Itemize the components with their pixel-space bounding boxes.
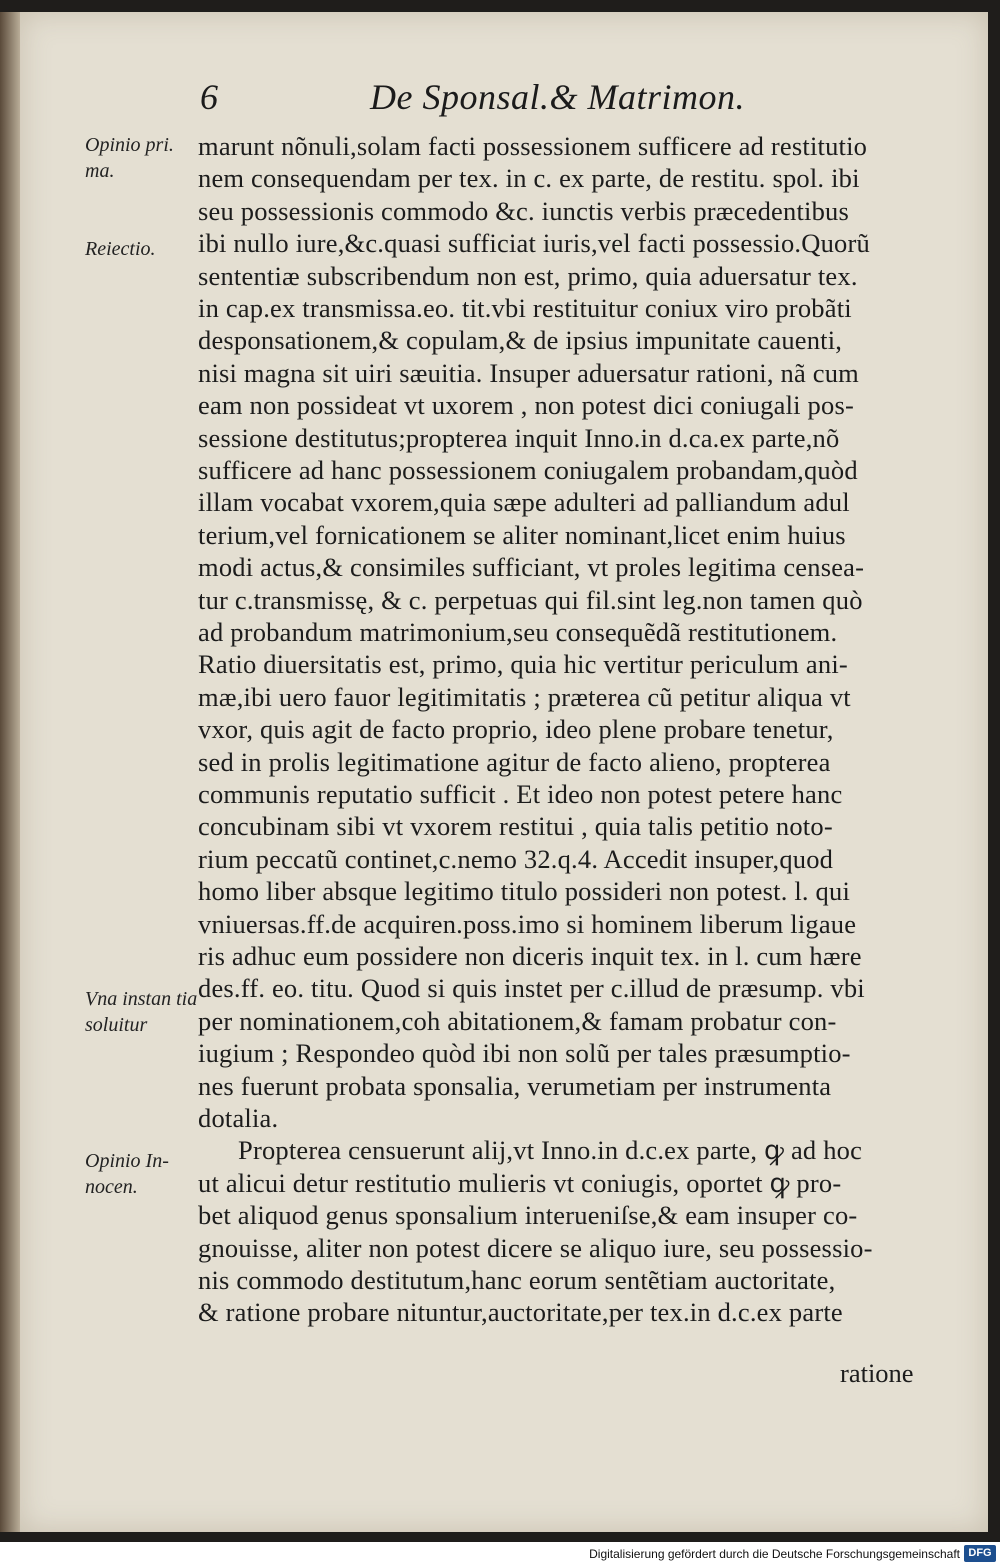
body-line: terium,vel fornicationem se aliter nominant,licet enim huius: [198, 519, 846, 550]
body-line: homo liber absque legitimo titulo possideri non potest. l. qui: [198, 876, 851, 907]
body-line: seu possessionis commodo &c. iunctis verbis præcedentibus: [198, 195, 850, 226]
body-line: Ratio diuersitatis est, primo, quia hic vertitur periculum ani-: [198, 649, 848, 680]
page-header: [20, 72, 988, 132]
body-line: marunt nõnuli,solam facti possessionem sufficere ad restitutio: [198, 131, 868, 161]
body-line: nes fuerunt probata sponsalia, verumetiam per instrumenta: [198, 1070, 832, 1101]
page-number: 6: [200, 77, 218, 117]
margin-note-opinio-innocen: Opinio In- nocen.: [85, 1150, 169, 1198]
dfg-logo: DFG: [964, 1545, 996, 1562]
book-page: [20, 12, 988, 1532]
body-line: nem consequendam per tex. in c. ex parte, de restitu. spol. ibi: [198, 163, 860, 194]
body-line: vniuersas.ff.de acquiren.poss.imo si hominem liberum ligaue: [198, 908, 857, 939]
body-line: illam vocabat vxorem,quia sæpe adulteri ad palliandum adul: [198, 487, 850, 518]
body-line: nisi magna sit uiri sæuitia. Insuper aduersatur rationi, nã cum: [198, 357, 859, 388]
body-line: nis commodo destitutum,hanc eorum sentẽtiam auctoritate,: [198, 1265, 836, 1295]
body-line: Propterea censuerunt alij,vt Inno.in d.c.ex parte, ꝙ ad hoc: [238, 1135, 863, 1166]
catchword: ratione: [840, 1358, 914, 1388]
body-line: sufficere ad hanc possessionem coniugalem probandam,quòd: [198, 455, 858, 485]
body-line: ris adhuc eum possidere non diceris inquit tex. in l. cum hære: [198, 941, 862, 971]
body-line: desponsationem,& copulam,& de ipsius impunitate cauenti,: [198, 325, 843, 356]
body-line: ibi nullo iure,&c.quasi sufficiat iuris,vel facti possessio.Quorũ: [198, 228, 870, 259]
body-line: vxor, quis agit de facto proprio, ideo plene probare tenetur,: [198, 714, 834, 745]
body-line: bet aliquod genus sponsalium interueniſse,& eam insuper co-: [198, 1200, 858, 1231]
body-line: & ratione probare nituntur,auctoritate,per tex.in d.c.ex parte: [198, 1297, 843, 1328]
body-line: eam non possideat vt uxorem , non potest dici coniugali pos-: [198, 390, 854, 421]
margin-note-instantia: Vna instan tia soluitur: [85, 988, 198, 1036]
body-line: in cap.ex transmissa.eo. tit.vbi restituitur coniux viro probãti: [198, 293, 852, 323]
margin-note-opinio-prima: Opinio pri. ma.: [85, 134, 174, 182]
body-line: mæ,ibi uero fauor legitimitatis ; præterea cũ petitur aliqua vt: [198, 681, 851, 712]
running-title: De Sponsal.& Matrimon.: [370, 77, 745, 117]
body-line: ut alicui detur restitutio mulieris vt coniugis, oportet ꝙ pro-: [198, 1167, 842, 1198]
body-line: rium peccatũ continet,c.nemo 32.q.4. Accedit insuper,quod: [198, 843, 834, 874]
body-line: iugium ; Respondeo quòd ibi non solũ per tales præsumptio-: [198, 1038, 851, 1069]
book-spine-edge: [0, 12, 20, 1532]
body-line: per nominationem,coh abitationem,& famam probatur con-: [198, 1005, 837, 1036]
footer-credit: Digitalisierung gefördert durch die Deutsche Forschungsgemeinschaft: [589, 1547, 960, 1561]
body-line: concubinam sibi vt vxorem restitui , quia talis petitio noto-: [198, 811, 833, 842]
body-line: sessione destitutus;propterea inquit Inno.in d.ca.ex parte,nõ: [198, 422, 840, 453]
body-line: ad probandum matrimonium,seu consequẽdã restitutionem.: [198, 617, 838, 647]
body-line: dotalia.: [198, 1103, 279, 1133]
body-line: sententiæ subscribendum non est, primo, quia aduersatur tex.: [198, 260, 858, 291]
body-line: modi actus,& consimiles sufficiant, vt proles legitima censea-: [198, 552, 865, 583]
body-line: des.ff. eo. titu. Quod si quis instet per c.illud de præsump. vbi: [198, 973, 865, 1004]
body-line: gnouisse, aliter non potest dicere se aliquo iure, seu possessio-: [198, 1232, 873, 1263]
body-line: sed in prolis legitimatione agitur de facto alieno, propterea: [198, 746, 831, 777]
digitization-footer: [0, 1542, 1000, 1566]
margin-note-reiectio: Reiectio.: [85, 238, 156, 260]
body-line: tur c.transmissę, & c. perpetuas qui fil.sint leg.non tamen quò: [198, 584, 863, 615]
body-line: communis reputatio sufficit . Et ideo non potest petere hanc: [198, 779, 843, 809]
